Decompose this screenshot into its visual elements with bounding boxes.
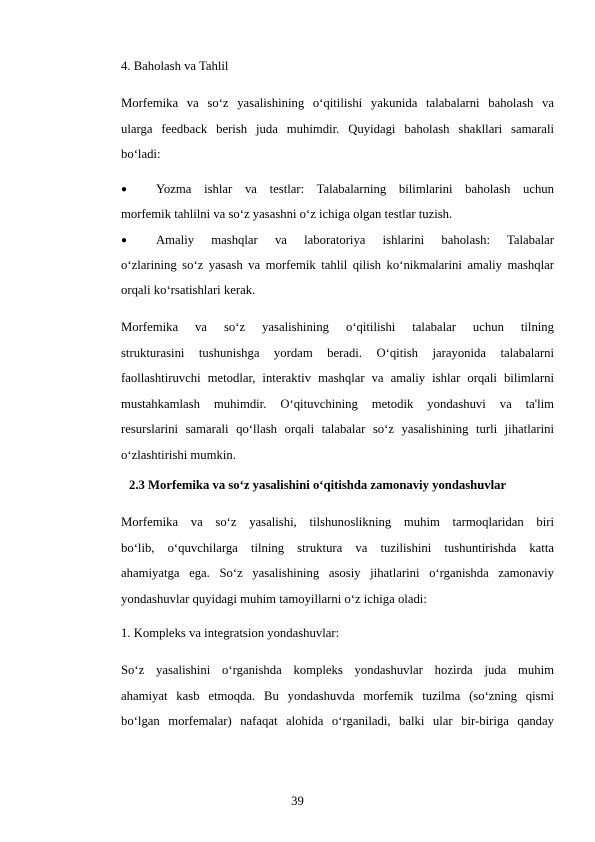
bullet-icon: ● [121, 184, 128, 195]
paragraph-line: yondashuvlar quyidagi muhim tamoyillarni o‘z ichiga oladi: [121, 591, 427, 606]
bullet-item-continuation: morfemik tahlilni va so‘z yasashni o‘z ichiga olgan testlar tuzish. [121, 207, 453, 221]
paragraph-line: faollashtiruvchi metodlar, interaktiv mashqlar va amaliy ishlar orqali bilimlarni [121, 371, 554, 385]
paragraph-assessment-intro [121, 91, 554, 168]
bullet-icon: ● [121, 235, 128, 246]
paragraph-complex-approaches [121, 658, 554, 735]
paragraph-line: bo‘lgan morfemalar) nafaqat alohida o‘rganiladi, balki ular bir-biriga qanday [121, 714, 554, 728]
bullet-item-continuation: orqali ko‘rsatishlari kerak. [121, 283, 256, 297]
paragraph-line: ahamiyat kasb etmoqda. Bu yondashuvda morfemik tuzilma (so‘zning qismi [121, 688, 554, 703]
paragraph-line: resurslarini samarali qo‘llash orqali talabalar so‘z yasalishining turli jihatlarini [121, 422, 554, 436]
bullet-item-written-tests: Yozma ishlar va testlar: Talabalarning bilimlarini baholash uchun [156, 182, 554, 196]
paragraph-line: mustahkamlash muhimdir. O‘qituvchining metodik yondashuvi va ta'lim [121, 396, 554, 411]
bullet-item-continuation: o‘zlarining so‘z yasash va morfemik tahlil qilish ko‘nikmalarini amaliy mashqlar [121, 258, 554, 272]
paragraph-line: Morfemika va so‘z yasalishi, tilshunoslikning muhim tarmoqlaridan biri [121, 515, 554, 529]
paragraph-line: ahamiyatga ega. So‘z yasalishining asosiy jihatlarini o‘rganishda zamonaviy [121, 566, 554, 580]
paragraph-line: Morfemika va so‘z yasalishining o‘qitilishi talabalar uchun tilning [121, 320, 554, 334]
paragraph-line: o‘zlashtirishi mumkin. [121, 447, 236, 462]
paragraph-line: ularga feedback berish juda muhimdir. Quyidagi baholash shakllari samarali [121, 121, 554, 136]
paragraph-line: Morfemika va so‘z yasalishining o‘qitilishi yakunida talabalarni baholash va [121, 96, 554, 110]
paragraph-teaching-summary [121, 315, 554, 468]
page-number: 39 [291, 794, 304, 808]
paragraph-line: bo‘lib, o‘quvchilarga tilning struktura va tuzilishini tushuntirishda katta [121, 540, 554, 555]
subsection-title: 1. Kompleks va integratsion yondashuvlar: [121, 626, 340, 640]
paragraph-modern-approaches [121, 510, 554, 612]
section-heading: 2.3 Morfemika va so‘z yasalishini o‘qitishda zamonaviy yondashuvlar [129, 478, 507, 492]
paragraph-line: bo‘ladi: [121, 147, 161, 161]
section-title: 4. Baholash va Tahlil [121, 59, 229, 73]
bullet-item-practical-exercises: Amaliy mashqlar va laboratoriya ishlarini baholash: Talabalar [156, 233, 554, 247]
paragraph-line: So‘z yasalishini o‘rganishda kompleks yondashuvlar hozirda juda muhim [121, 663, 554, 677]
paragraph-line: strukturasini tushunishga yordam beradi. O‘qitish jarayonida talabalarni [121, 345, 554, 360]
